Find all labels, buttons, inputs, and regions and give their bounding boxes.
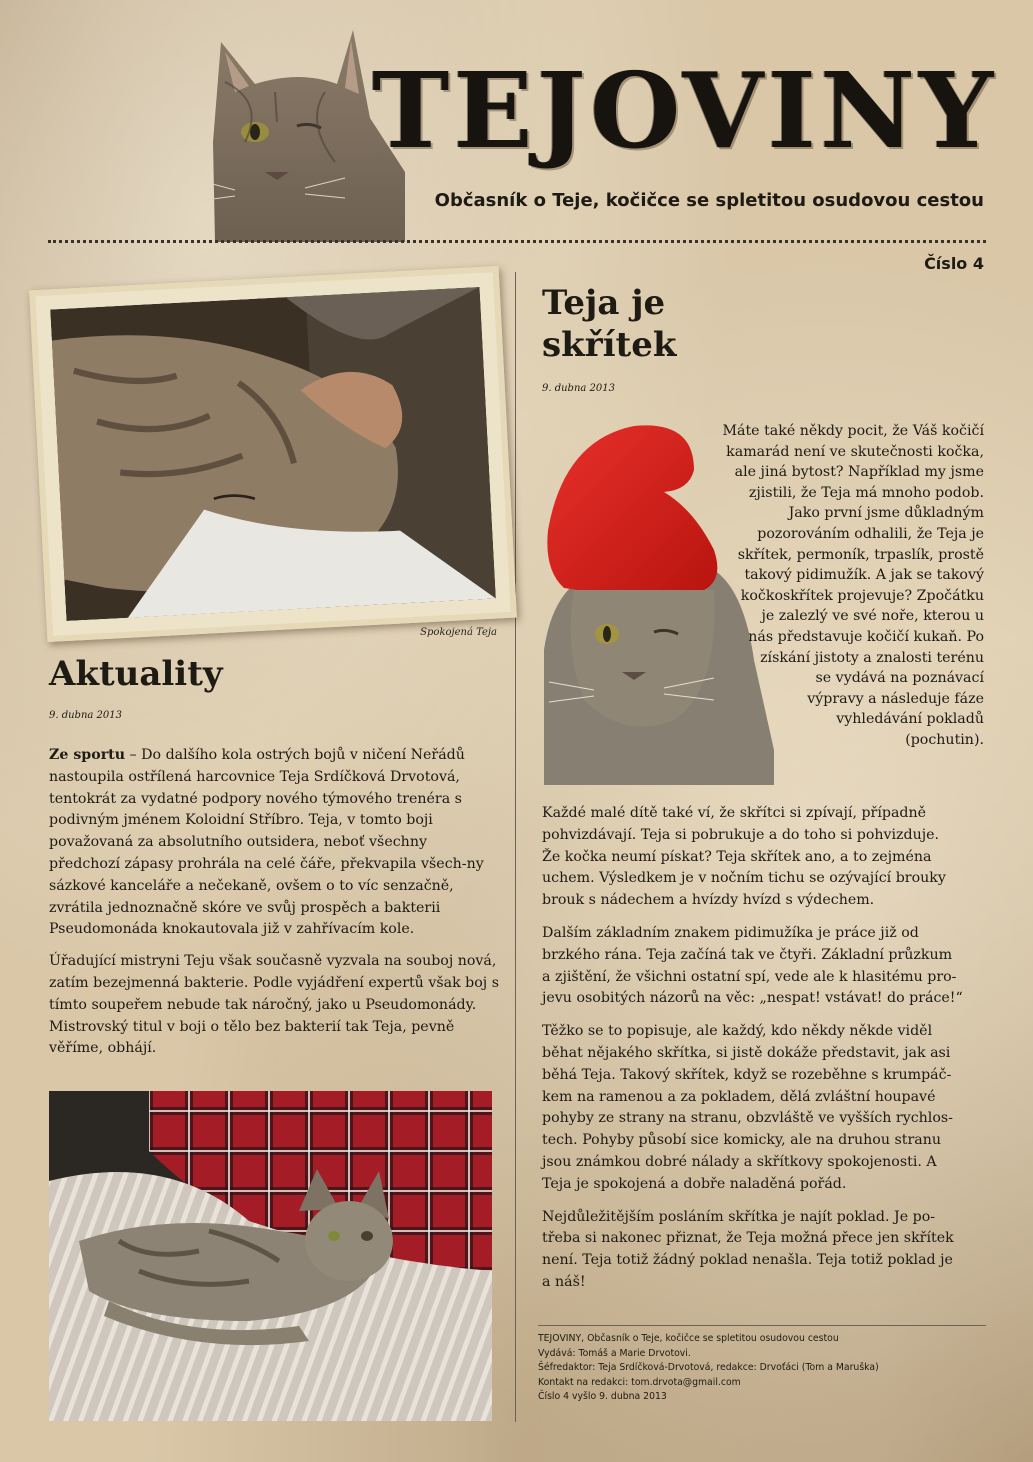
text-line: získání jistoty a znalosti terénu bbox=[760, 649, 984, 666]
text-line: Máte také někdy pocit, že Váš kočičí bbox=[722, 423, 984, 439]
photo-caption: Spokojená Teja bbox=[420, 627, 497, 638]
article-teja-body bbox=[542, 803, 987, 1305]
text-line: kamarád není ve skutečnosti kočka, bbox=[726, 443, 984, 460]
text-line: vyhledávání pokladů bbox=[836, 711, 984, 728]
masthead-subtitle: Občasník o Teje, kočičce se spletitou osudovou cestou bbox=[434, 190, 984, 211]
text-line: výpravy a následuje fáze bbox=[807, 690, 984, 707]
text-line: Každé malé dítě také ví, že skřítci si zpívají, případně bbox=[542, 805, 927, 821]
text-line: Nejdůležitějším posláním skřítka je najít poklad. Je po- bbox=[542, 1208, 936, 1225]
text-line: takový pidimužík. A jak se takový bbox=[744, 567, 984, 584]
sleeping-cat-photo-frame bbox=[29, 266, 517, 642]
text-line: jsou známkou dobré nálady a skřítkovy spokojenosti. A bbox=[542, 1153, 937, 1170]
text-line: běhá Teja. Takový skřítek, když se rozeběhne s krumpáč- bbox=[542, 1066, 952, 1083]
masthead-title: TEJOVINY bbox=[372, 49, 998, 172]
text-line: skřítek, permoník, trpaslík, prostě bbox=[737, 546, 984, 563]
text-line: Dalším základním znakem pidimužíka je práce již od bbox=[542, 924, 919, 941]
text-line: pohyby ze strany na stranu, obzvláště ve vyšších rychlos- bbox=[542, 1110, 953, 1127]
text-line: běhat nějakého skřítka, si jistě dokáže představit, jak asi bbox=[542, 1044, 951, 1061]
paragraph bbox=[542, 923, 987, 1010]
text-line: se vydává na poznávací bbox=[815, 670, 984, 687]
paragraph bbox=[542, 1207, 987, 1294]
text-line: Teja je spokojená a dobře naladěná pořád. bbox=[542, 1175, 847, 1192]
paragraph-text: – Do dalšího kola ostrých bojů v ničení Neřádů nastoupila ostřílená harcovnice Teja Srdíčková Drvotová, tentokrát za vydatné podpory nového týmového trenéra s podivným jménem Koloidní Stříbro. Teja, v tomto boji považovaná za absolutního outsidera, neboť všechny předchozí zápasy prohrála na celé čáře, překvapila všech-ny sázkové kanceláře a nečekaně, ovšem o to víc senzačně, zvrátila jednoznačně skóre ve svůj prospěch a bakterii Pseudomonáda knokautovala již v zahřívacím kole. bbox=[49, 747, 484, 938]
text-line: uchem. Výsledkem je v nočním tichu se ozývající brouky bbox=[542, 870, 946, 887]
text-line: a náš! bbox=[542, 1273, 586, 1290]
text-line: nás představuje kočičí kukaň. Po bbox=[748, 628, 984, 645]
article-aktuality-body bbox=[49, 745, 499, 1070]
impressum-divider bbox=[538, 1325, 986, 1326]
paragraph: Úřadující mistryni Teju však současně vyzvala na souboj nová, zatím bezejmenná bakterie. Podle vyjádření expertů však boj s tímto soupeřem nebude tak náročný, jako u Pseudomonády. Mistrovský titul v boji o tělo bez bakterií tak Teja, pevně věříme, obhájí. bbox=[49, 953, 499, 1057]
text-line: třeba si nakonec přiznat, že Teja možná přece jen skřítek bbox=[542, 1230, 954, 1247]
impressum-line: Vydává: Tomáš a Marie Drvotovi. bbox=[538, 1347, 691, 1359]
text-line: pohvizdávají. Teja si pobrukuje a do toho si pohvizduje. bbox=[542, 826, 940, 843]
text-line: Těžko se to popisuje, ale každý, kdo někdy někde viděl bbox=[542, 1023, 933, 1040]
header-divider bbox=[48, 240, 986, 243]
article-date: 9. dubna 2013 bbox=[49, 710, 122, 721]
impressum-contact: Kontakt na redakci: tom.drvota@gmail.com bbox=[538, 1376, 741, 1388]
text-line: kem na ramenou a za pokladem, dělá zvláštní houpavé bbox=[542, 1088, 936, 1105]
impressum-line: Číslo 4 vyšlo 9. dubna 2013 bbox=[538, 1391, 667, 1403]
text-line: není. Teja totiž žádný poklad nenašla. Teja totiž poklad je bbox=[542, 1252, 953, 1269]
text-line: zjistili, že Teja má mnoho podob. bbox=[748, 484, 984, 501]
text-line: a zjištění, že všichni ostatní spí, vede ale k hlasitému pro- bbox=[542, 968, 957, 985]
sleeping-cat-photo bbox=[50, 287, 496, 621]
column-divider bbox=[515, 272, 516, 1422]
paragraph bbox=[542, 1021, 987, 1195]
impressum-line: Šéfredaktor: Teja Srdíčková-Drvotová, redakce: Drvoťáci (Tom a Maruška) bbox=[538, 1362, 879, 1374]
text-line: Jako první jsme důkladným bbox=[788, 505, 984, 522]
impressum bbox=[538, 1332, 986, 1405]
section-heading-aktuality: Aktuality bbox=[49, 654, 223, 694]
text-line: brzkého rána. Teja začíná tak ve čtyři. Základní průzkum bbox=[542, 946, 953, 963]
text-line: kočkoskřítek projevuje? Zpočátku bbox=[740, 587, 984, 604]
cat-on-sofa-photo bbox=[49, 1091, 492, 1421]
text-line: brouk s nádechem a hvízdy hvízd s výdechem. bbox=[542, 892, 875, 909]
text-line: ale jiná bytost? Například my jsme bbox=[734, 464, 984, 481]
lead-text: Ze sportu bbox=[49, 747, 126, 763]
text-line: Že kočka neumí pískat? Teja skřítek ano, a to zejména bbox=[542, 848, 932, 865]
text-line: je zalezlý ve své noře, kterou u bbox=[761, 608, 984, 625]
text-line: pozorováním odhalili, že Teja je bbox=[757, 525, 984, 542]
paragraph bbox=[49, 745, 499, 941]
text-line: jevu osobitých názorů na věc: „nespat! vstávat! do práce!“ bbox=[542, 990, 963, 1007]
heading-line: skřítek bbox=[542, 325, 677, 365]
section-heading-teja bbox=[542, 282, 802, 366]
issue-number: Číslo 4 bbox=[924, 254, 984, 273]
impressum-line: TEJOVINY, Občasník o Teje, kočičce se spletitou osudovou cestou bbox=[538, 1333, 839, 1344]
article-date: 9. dubna 2013 bbox=[542, 383, 615, 394]
heading-line: Teja je bbox=[542, 283, 666, 323]
paragraph bbox=[542, 803, 987, 912]
text-line: (pochutin). bbox=[905, 731, 984, 748]
article-teja-intro bbox=[600, 421, 984, 751]
text-line: tech. Pohyby působí sice komicky, ale na druhou stranu bbox=[542, 1132, 941, 1149]
